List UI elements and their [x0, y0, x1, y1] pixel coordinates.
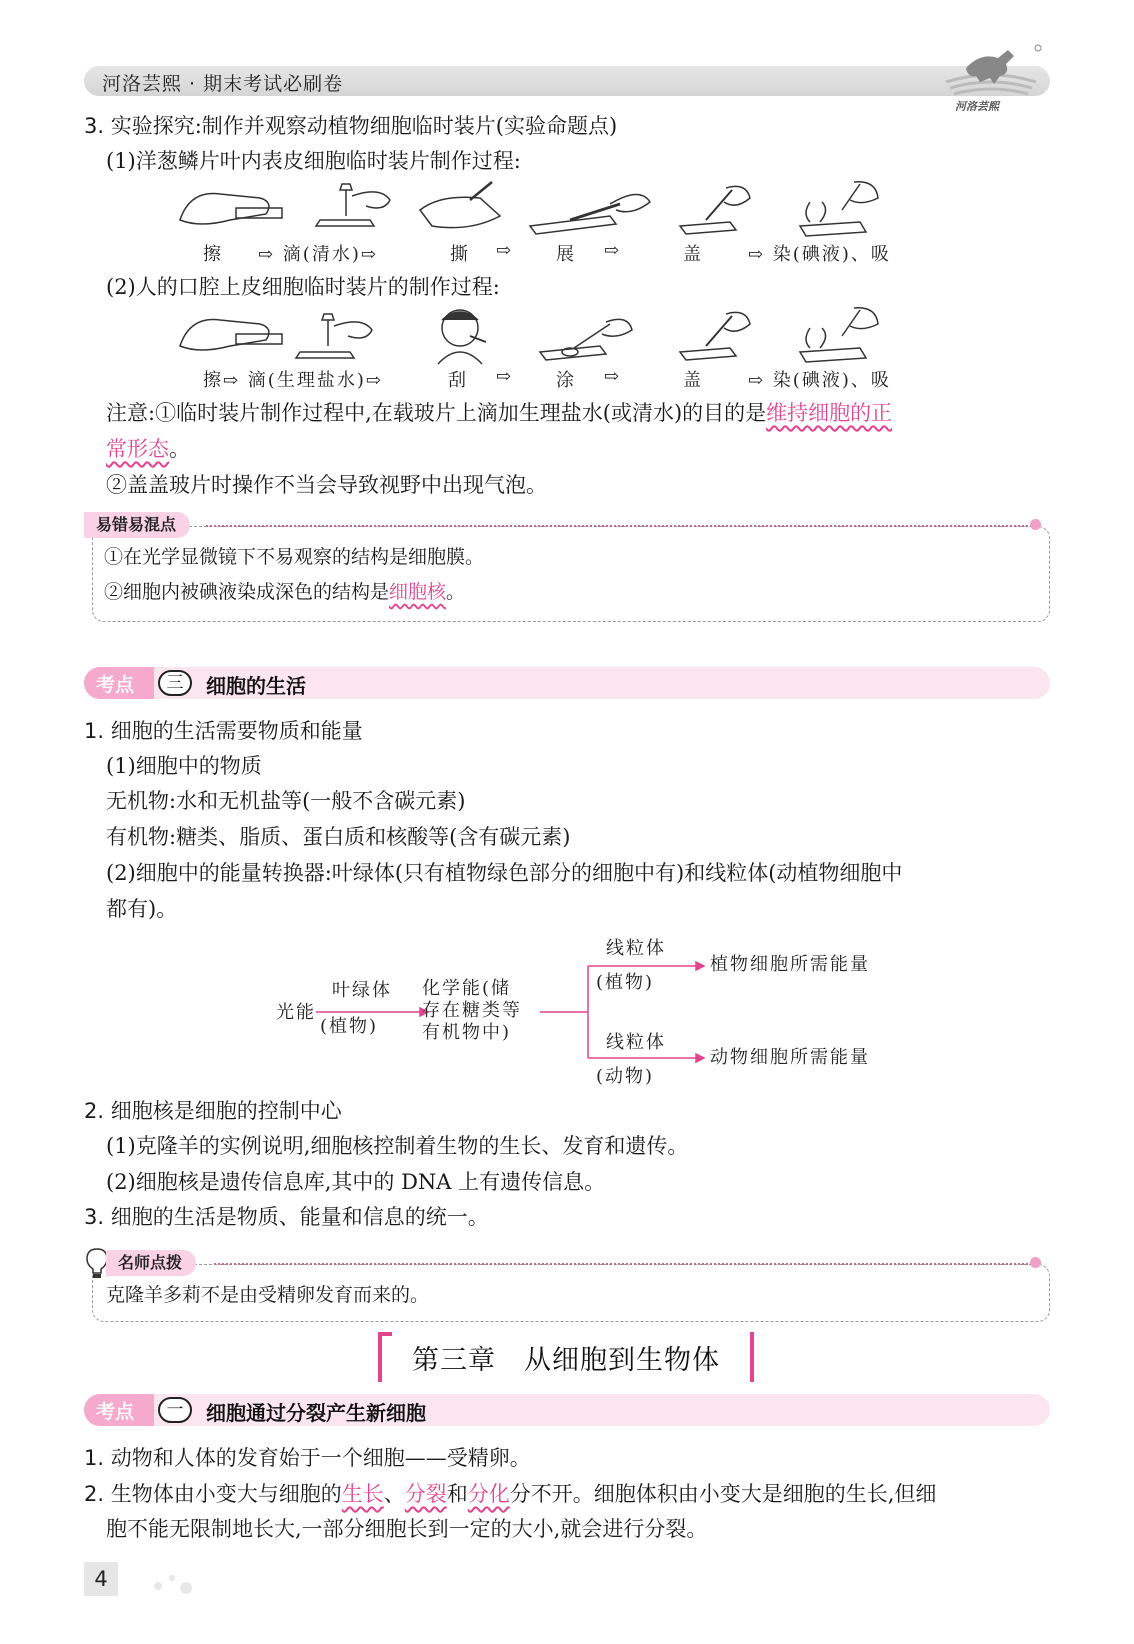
note-1-continued [106, 434, 190, 464]
item-number: 3. [84, 1205, 105, 1229]
nucleus-sub-1: (1)克隆羊的实例说明,细胞核控制着生物的生长、发育和遗传。 [106, 1134, 689, 1158]
header-title: 河洛芸熙 · 期末考试必刷卷 [102, 73, 344, 95]
cheek-step-3: 涂 [556, 370, 576, 391]
note-1-answer: 维持细胞的正 [766, 401, 893, 425]
cheek-step-2: 刮 [448, 370, 468, 391]
section-bar-3 [84, 667, 1050, 699]
life-point-3-text: 细胞的生活是物质、能量和信息的统一。 [110, 1205, 489, 1229]
kd-label: 考点 [96, 674, 135, 696]
experiment-heading [84, 111, 617, 141]
cheek-step-5: ⇨ 染(碘液)、吸 [748, 370, 891, 391]
error-tip-line-2-text: ②细胞内被碘液染成深色的结构是 [104, 581, 390, 603]
note-1-text: 注意:①临时装片制作过程中,在载玻片上滴加生理盐水(或清水)的目的是 [106, 401, 767, 425]
onion-step-4: 展 [556, 244, 576, 265]
item-number: 1. [84, 719, 105, 743]
cheek-subheading: (2)人的口腔上皮细胞临时装片的制作过程: [106, 275, 500, 299]
flow-chem-3: 有机物中) [422, 1022, 512, 1043]
item-number: 2. [84, 1482, 105, 1506]
flow-chloroplast: 叶绿体 [332, 980, 392, 1001]
error-tip-answer: 细胞核 [389, 581, 447, 603]
onion-step-2: ⇨ 滴(清水)⇨ [258, 244, 378, 265]
flow-chem-1: 化学能(储 [422, 978, 512, 999]
division-text-b: 分不开。细胞体积由小变大是细胞的生长,但细 [509, 1482, 937, 1506]
kd-number: 三 [158, 670, 192, 696]
division-sep: 、 [383, 1482, 405, 1506]
decorative-dots-icon [150, 1568, 196, 1596]
note-1 [106, 398, 892, 428]
flow-light-energy: 光能 [276, 1002, 316, 1023]
inorganic-line: 无机物:水和无机盐等(一般不含碳元素) [106, 789, 466, 813]
error-tip-period: 。 [446, 581, 466, 603]
energy-line-cont: 都有)。 [106, 897, 178, 921]
life-point-1 [84, 716, 363, 746]
kd-title: 细胞的生活 [206, 674, 306, 698]
note-2: ②盖盖玻片时操作不当会导致视野中出现气泡。 [106, 473, 547, 497]
tip-dotted-line [206, 525, 1036, 527]
onion-procedure-figure [170, 180, 960, 242]
note-1-period: 。 [169, 437, 190, 461]
error-tip-box [92, 526, 1050, 622]
cheek-arrow-2: ⇨ [496, 366, 514, 387]
onion-subheading: (1)洋葱鳞片叶内表皮细胞临时装片制作过程: [106, 149, 521, 173]
division-text-a: 生物体由小变大与细胞的 [110, 1482, 342, 1506]
nucleus-sub-2: (2)细胞核是遗传信息库,其中的 DNA 上有遗传信息。 [106, 1170, 606, 1194]
error-tip-line-2 [104, 577, 465, 607]
tip-dot-icon [1030, 519, 1041, 530]
kd-number: 一 [158, 1397, 192, 1423]
error-tip-line-1: ①在光学显微镜下不易观察的结构是细胞膜。 [104, 546, 485, 568]
error-tip-label: 易错易混点 [84, 512, 190, 538]
nucleus-point [84, 1096, 342, 1126]
flow-plant-2: (植物) [596, 972, 655, 993]
item-number: 1. [84, 1446, 105, 1470]
life-sub-1: (1)细胞中的物质 [106, 754, 262, 778]
onion-step-1: 擦 [203, 244, 223, 265]
logo-text: 河洛芸熙 [955, 100, 999, 113]
flow-plant-1: (植物) [320, 1016, 379, 1037]
division-point-2-cont: 胞不能无限制地长大,一部分细胞长到一定的大小,就会进行分裂。 [106, 1517, 708, 1541]
division-and: 和 [446, 1482, 468, 1506]
life-point-1-text: 细胞的生活需要物质和能量 [110, 719, 363, 743]
nucleus-point-text: 细胞核是细胞的控制中心 [110, 1099, 342, 1123]
flow-mito-bottom: 线粒体 [606, 1032, 666, 1053]
division-point-2 [84, 1479, 936, 1509]
onion-step-6: ⇨ 染(碘液)、吸 [748, 244, 891, 265]
tip-dotted-line [214, 1263, 1036, 1265]
flow-mito-top: 线粒体 [606, 938, 666, 959]
cheek-step-4: 盖 [683, 370, 703, 391]
answer-growth: 生长 [341, 1482, 384, 1506]
item-number: 3. [84, 114, 105, 138]
kd-label: 考点 [96, 1401, 135, 1423]
kd-title: 细胞通过分裂产生新细胞 [206, 1401, 426, 1425]
chapter-title: 第三章 从细胞到生物体 [412, 1345, 720, 1376]
energy-line: (2)细胞中的能量转换器:叶绿体(只有植物绿色部分的细胞中有)和线粒体(动植物细胞中 [106, 861, 903, 885]
cheek-procedure-figure [170, 306, 960, 368]
onion-step-3: 撕 [450, 244, 470, 265]
cheek-arrow-3: ⇨ [604, 366, 622, 387]
flow-animal-need: 动物细胞所需能量 [710, 1047, 870, 1068]
teacher-tip-label: 名师点拨 [106, 1250, 196, 1276]
flow-chem-2: 存在糖类等 [422, 1000, 522, 1021]
life-point-3 [84, 1202, 489, 1232]
onion-arrow-3: ⇨ [496, 240, 514, 261]
teacher-tip-line: 克隆羊多莉不是由受精卵发育而来的。 [106, 1284, 430, 1306]
chapter-heading-frame [378, 1332, 754, 1382]
page-header [84, 66, 1050, 96]
item-number: 2. [84, 1099, 105, 1123]
division-point-1 [84, 1443, 531, 1473]
onion-arrow-4: ⇨ [604, 240, 622, 261]
note-1-answer-end: 常形态 [106, 437, 169, 461]
flow-animal: (动物) [596, 1066, 655, 1087]
experiment-title: 实验探究:制作并观察动植物细胞临时装片(实验命题点) [110, 114, 618, 138]
division-point-1-text: 动物和人体的发育始于一个细胞——受精卵。 [110, 1446, 531, 1470]
page-number: 4 [84, 1562, 118, 1596]
flow-plant-need: 植物细胞所需能量 [710, 954, 870, 975]
organic-line: 有机物:糖类、脂质、蛋白质和核酸等(含有碳元素) [106, 825, 571, 849]
cheek-step-1: 擦⇨ 滴(生理盐水)⇨ [203, 370, 383, 391]
tip-dot-icon [1030, 1257, 1041, 1268]
section-bar-1 [84, 1394, 1050, 1426]
onion-step-5: 盖 [683, 244, 703, 265]
answer-differentiation: 分化 [467, 1482, 510, 1506]
answer-division: 分裂 [404, 1482, 447, 1506]
